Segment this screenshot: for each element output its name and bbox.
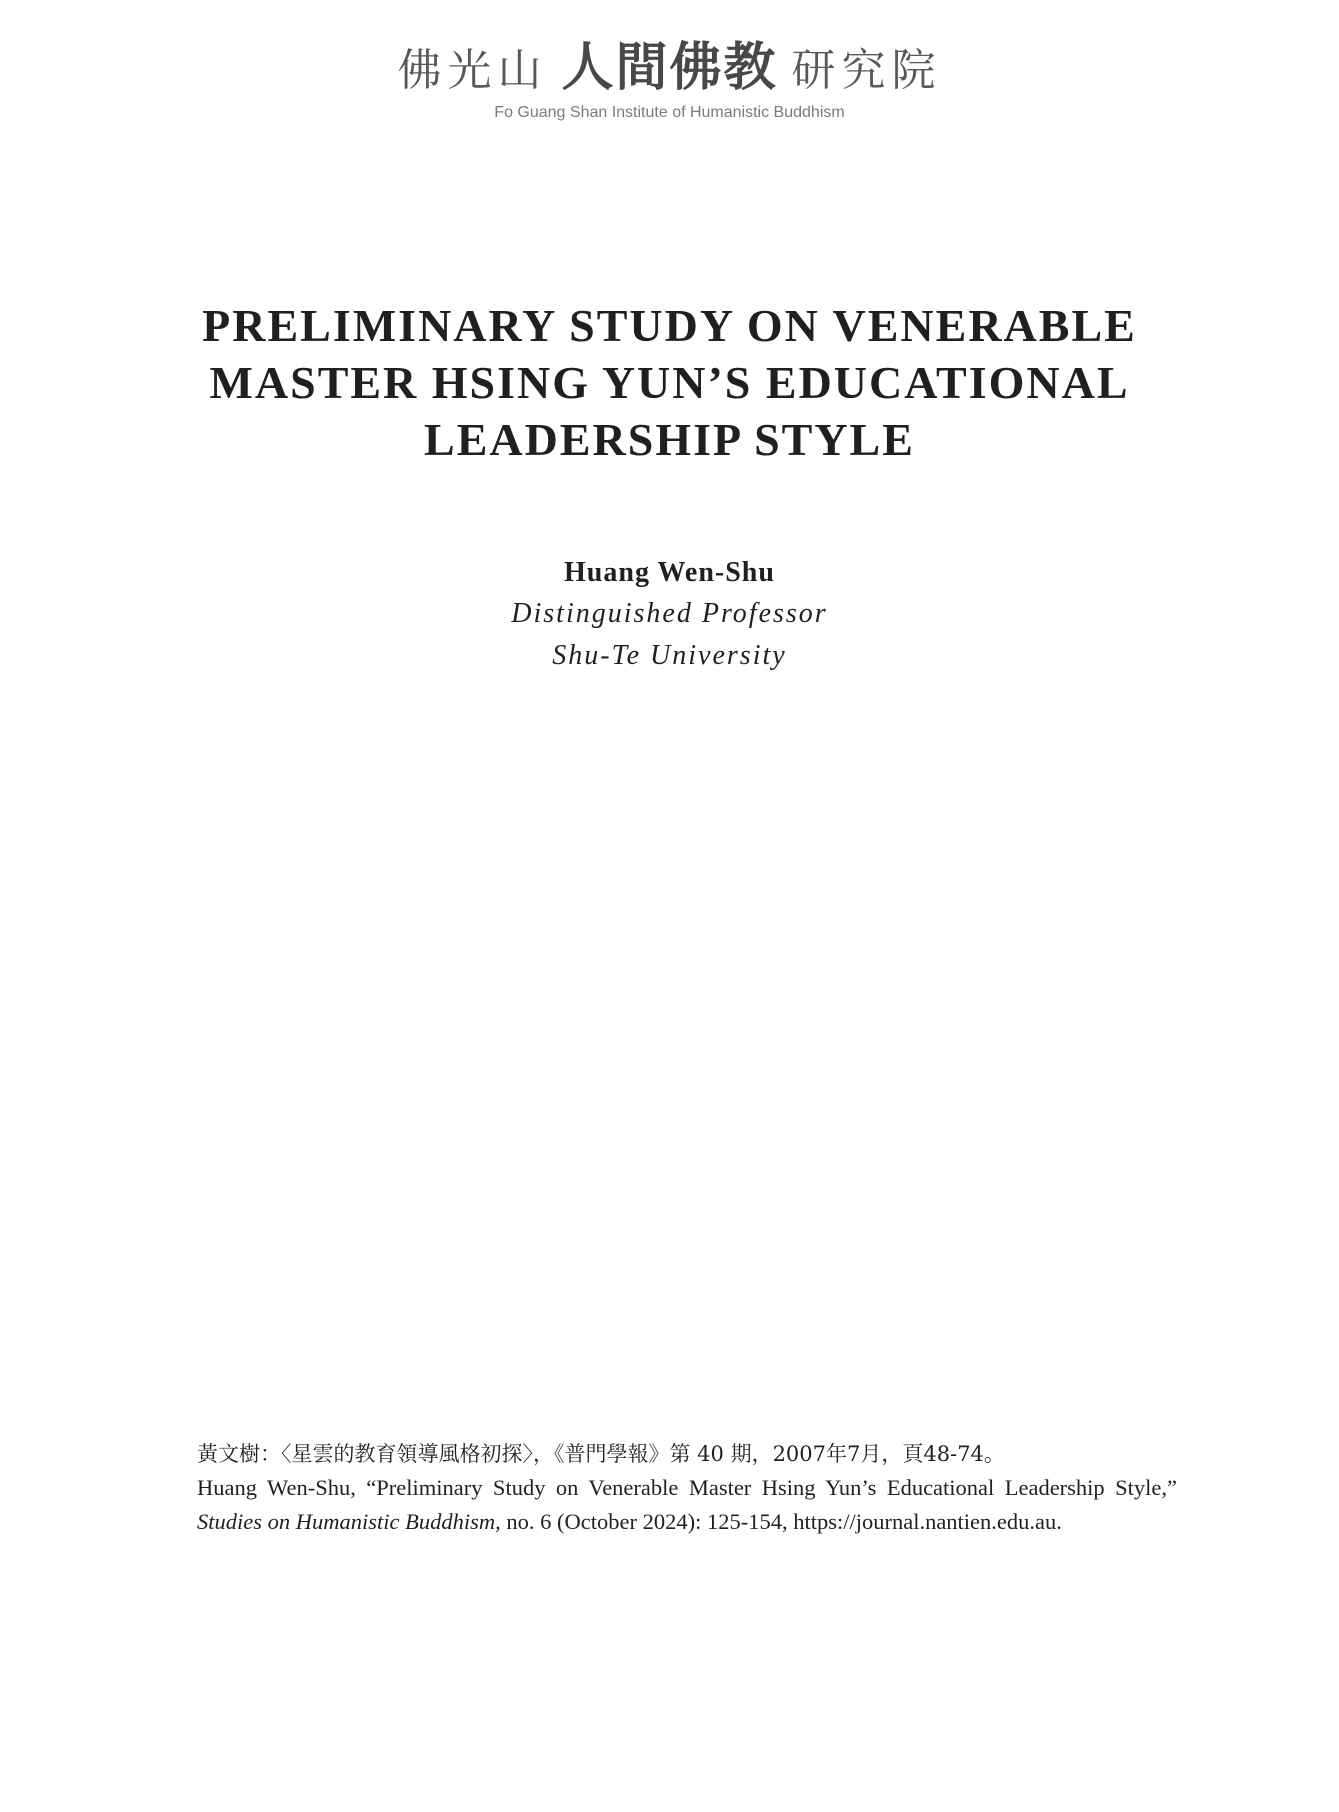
title-line-1: PRELIMINARY STUDY ON VENERABLE <box>202 300 1137 351</box>
citation-chinese: 黃文樹：〈星雲的教育領導風格初探〉，《普門學報》第 40 期，2007年7月，頁48-74。 <box>197 1442 1005 1466</box>
title-line-3: LEADERSHIP STYLE <box>424 414 915 465</box>
institute-name-right: 研究院 <box>791 45 942 96</box>
institute-name-left: 佛光山 <box>397 45 548 96</box>
institute-logo-chinese <box>0 38 1339 101</box>
citation-block <box>197 1437 1177 1539</box>
author-name: Huang Wen-Shu <box>564 557 775 588</box>
citation-english-suffix: no. 6 (October 2024): 125-154, https://journal.nantien.edu.au. <box>500 1509 1062 1534</box>
citation-journal-title: Studies on Humanistic Buddhism, <box>197 1509 501 1534</box>
author-block <box>0 553 1339 677</box>
institute-brand-calligraphy: 人間佛教 <box>561 37 778 98</box>
paper-title <box>0 297 1339 468</box>
title-line-2: MASTER HSING YUN’S EDUCATIONAL <box>209 357 1130 408</box>
institute-header <box>0 38 1339 123</box>
citation-english <box>197 1471 1177 1539</box>
author-affiliation: Shu-Te University <box>552 640 787 671</box>
author-position: Distinguished Professor <box>511 598 828 629</box>
institute-name-english: Fo Guang Shan Institute of Humanistic Buddhism <box>494 104 845 121</box>
citation-english-prefix: Huang Wen-Shu, “Preliminary Study on Venerable Master Hsing Yun’s Educational Leadership Style,” <box>197 1475 1177 1500</box>
